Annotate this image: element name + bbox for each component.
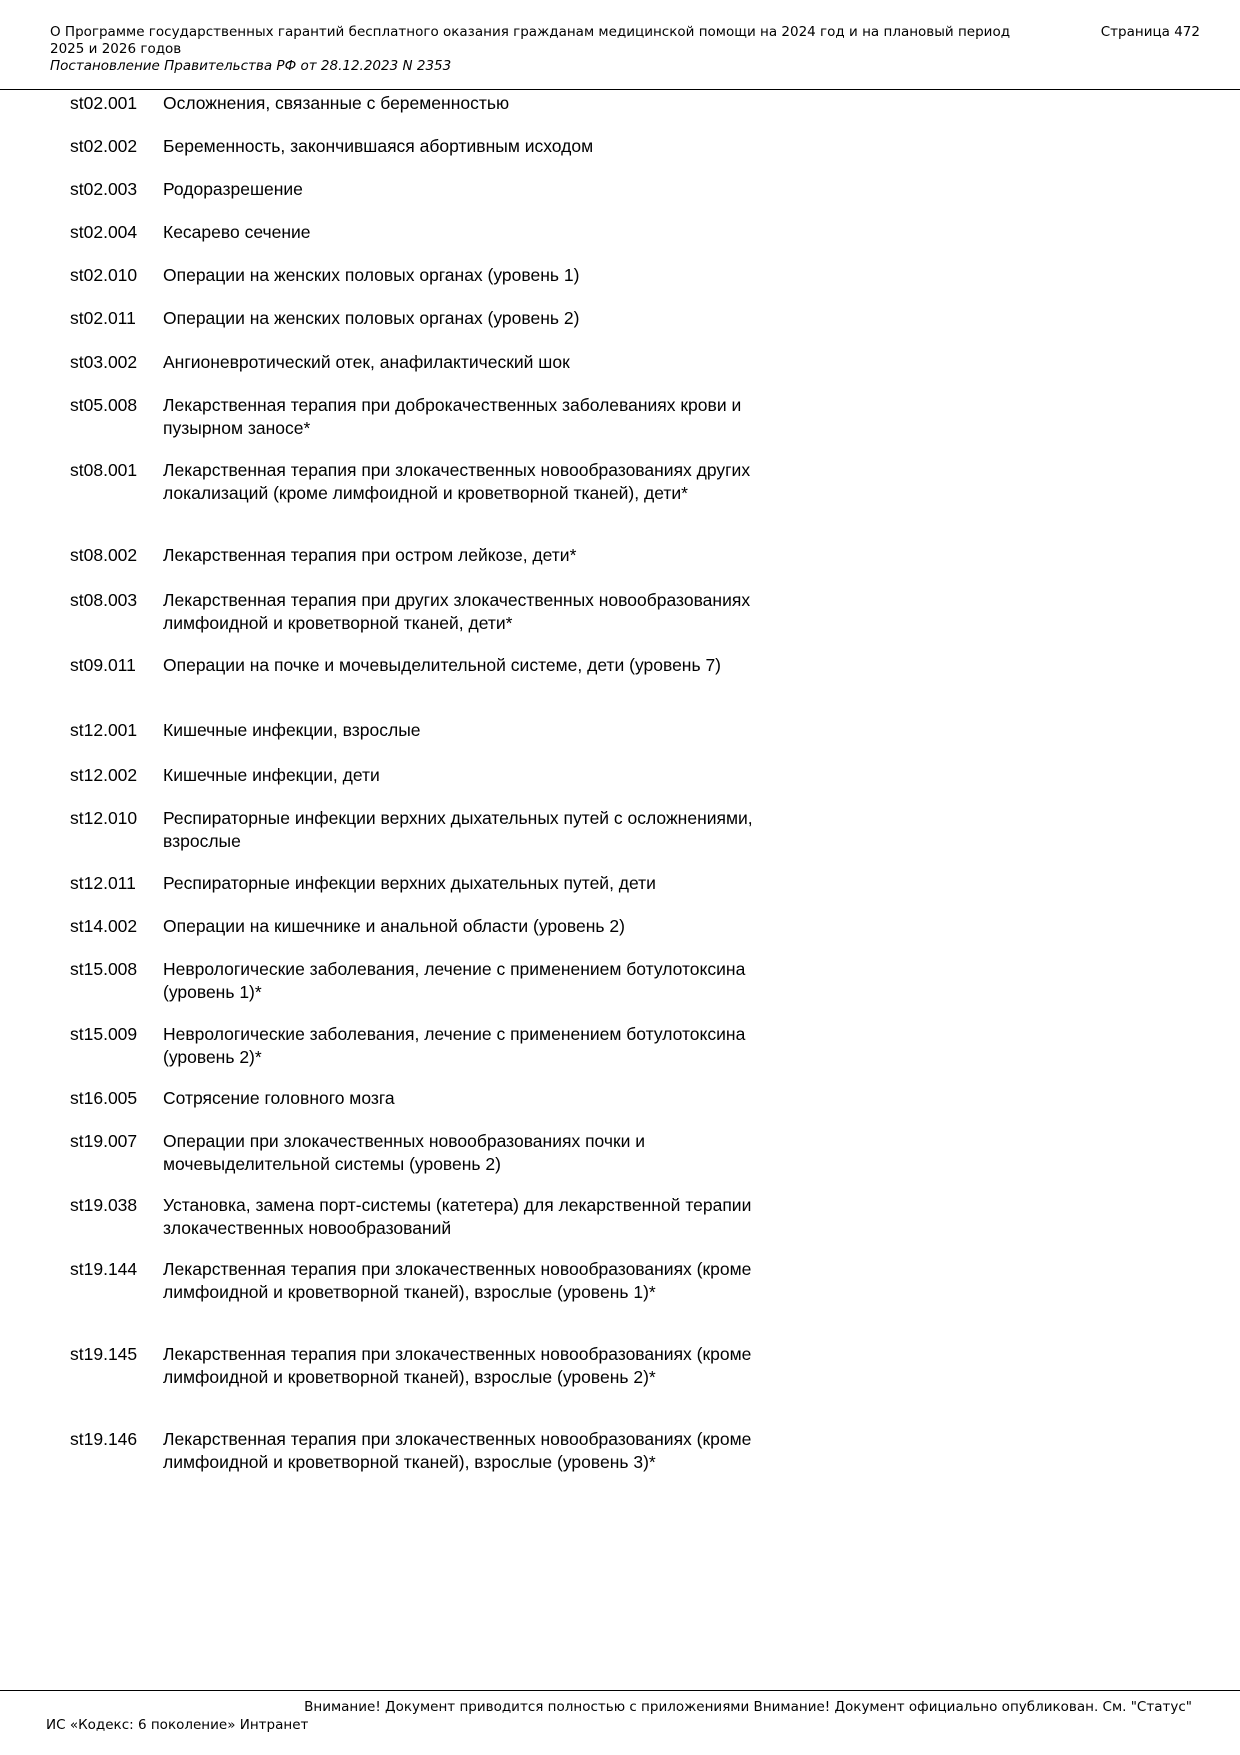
item-name: Лекарственная терапия при злокачественных новообразованиях (кроме лимфоидной и кроветворной тканей), взрослые (уровень 2)* <box>163 1344 752 1387</box>
item-code: st03.002 <box>70 352 138 372</box>
item-code: st19.007 <box>70 1131 138 1151</box>
item-code: st19.146 <box>70 1429 138 1449</box>
item-code: st12.010 <box>70 808 138 828</box>
item-name: Операции на кишечнике и анальной области (уровень 2) <box>163 916 625 936</box>
item-code: st02.001 <box>70 93 138 113</box>
item-name: Кишечные инфекции, взрослые <box>163 720 421 740</box>
item-code: st02.003 <box>70 179 138 199</box>
document-title: О Программе государственных гарантий бесплатного оказания гражданам медицинской помощи на 2024 год и на плановый период 2025 и 2026 годов <box>50 24 1011 57</box>
header-divider <box>0 89 1240 90</box>
item-name: Операции при злокачественных новообразованиях почки и мочевыделительной системы (уровень 2) <box>163 1131 646 1174</box>
item-code: st08.001 <box>70 460 138 480</box>
item-name: Респираторные инфекции верхних дыхательных путей, дети <box>163 873 656 893</box>
item-name: Респираторные инфекции верхних дыхательных путей с осложнениями, взрослые <box>163 808 753 851</box>
page-header <box>50 24 1200 75</box>
item-name: Операции на почке и мочевыделительной системе, дети (уровень 7) <box>163 655 722 675</box>
item-code: st12.001 <box>70 720 138 740</box>
item-name: Лекарственная терапия при доброкачественных заболеваниях крови и пузырном заносе* <box>163 395 742 438</box>
item-name: Лекарственная терапия при злокачественных новообразованиях (кроме лимфоидной и кроветворной тканей), взрослые (уровень 1)* <box>163 1259 752 1302</box>
item-code: st19.038 <box>70 1195 138 1215</box>
item-name: Родоразрешение <box>163 179 303 199</box>
item-name: Кесарево сечение <box>163 222 311 242</box>
item-code: st12.002 <box>70 765 138 785</box>
item-code: st15.008 <box>70 959 138 979</box>
item-name: Кишечные инфекции, дети <box>163 765 380 785</box>
item-code: st14.002 <box>70 916 138 936</box>
item-name: Лекарственная терапия при злокачественных новообразованиях (кроме лимфоидной и кроветворной тканей), взрослые (уровень 3)* <box>163 1429 752 1472</box>
item-code: st09.011 <box>70 655 136 675</box>
item-code: st08.003 <box>70 590 138 610</box>
document-subtitle: Постановление Правительства РФ от 28.12.2023 N 2353 <box>50 58 452 74</box>
item-name: Операции на женских половых органах (уровень 2) <box>163 308 580 328</box>
item-code: st02.010 <box>70 265 138 285</box>
item-code: st02.004 <box>70 222 138 242</box>
item-name: Установка, замена порт-системы (катетера) для лекарственной терапии злокачественных новообразований <box>163 1195 752 1238</box>
item-name: Лекарственная терапия при остром лейкозе, дети* <box>163 545 577 565</box>
footer-notice: Внимание! Документ приводится полностью с приложениями Внимание! Документ официально опубликован. См. "Статус" <box>304 1699 1192 1715</box>
item-name: Осложнения, связанные с беременностью <box>163 93 510 113</box>
item-code: st12.011 <box>70 873 136 893</box>
page-number: Страница 472 <box>1100 24 1200 40</box>
item-name: Неврологические заболевания, лечение с применением ботулотоксина (уровень 2)* <box>163 1024 746 1067</box>
item-code: st08.002 <box>70 545 138 565</box>
footer-system-name: ИС «Кодекс: 6 поколение» Интранет <box>46 1717 309 1733</box>
footer-divider <box>0 1690 1240 1691</box>
item-name: Ангионевротический отек, анафилактический шок <box>163 352 570 372</box>
item-name: Лекарственная терапия при злокачественных новообразованиях других локализаций (кроме лимфоидной и кроветворной тканей), дети* <box>163 460 751 503</box>
item-code: st19.144 <box>70 1259 138 1279</box>
item-name: Операции на женских половых органах (уровень 1) <box>163 265 580 285</box>
item-code: st02.002 <box>70 136 138 156</box>
item-name: Сотрясение головного мозга <box>163 1088 395 1108</box>
item-name: Лекарственная терапия при других злокачественных новообразованиях лимфоидной и кроветворной тканей, дети* <box>163 590 751 633</box>
item-name: Неврологические заболевания, лечение с применением ботулотоксина (уровень 1)* <box>163 959 746 1002</box>
item-name: Беременность, закончившаяся абортивным исходом <box>163 136 594 156</box>
item-code: st02.011 <box>70 308 136 328</box>
item-code: st16.005 <box>70 1088 138 1108</box>
item-code: st05.008 <box>70 395 138 415</box>
item-code: st15.009 <box>70 1024 138 1044</box>
item-code: st19.145 <box>70 1344 138 1364</box>
